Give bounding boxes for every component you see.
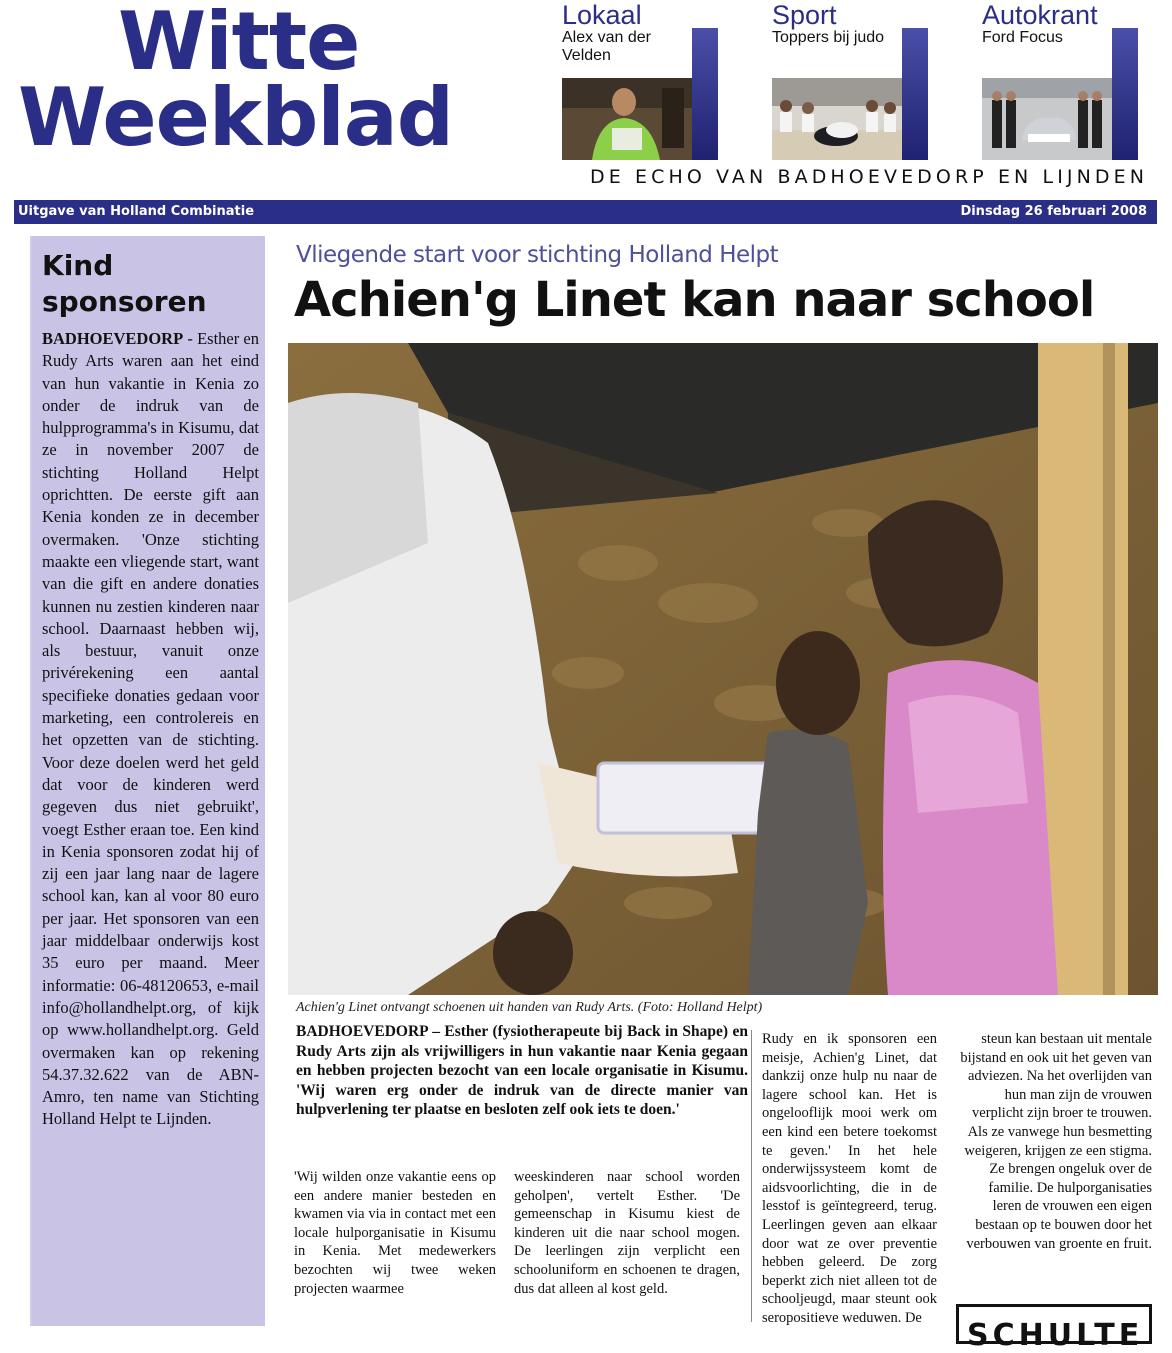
sidebar-dateline: BADHOEVEDORP [42,329,184,348]
teaser-accent-bar [902,28,928,160]
article-kicker: Vliegende start voor stichting Holland Helpt [296,242,779,268]
teaser-headline: Toppers bij judo [772,29,885,46]
article-column-2: weeskinderen naar school worden geholpen', vertelt Esther. 'De gemeenschap in Kisumu kiest de kinderen uit die naar school mogen. De leerlingen zijn verplicht een schooluniform en schoenen te dragen, dus dat alleen al kost geld. [514,1169,740,1297]
column-divider [751,1030,752,1322]
advert-box [956,1304,1152,1353]
teaser-section: Lokaal [562,0,642,30]
masthead-tagline: DE ECHO VAN BADHOEVEDORP EN LIJNDEN [590,166,1149,188]
teaser-accent-bar [692,28,718,160]
publication-bar [14,200,1157,224]
advert-text: SCHULTE [967,1318,1144,1353]
teaser-section: Sport [772,0,837,30]
article-column-1: 'Wij wilden onze vakantie eens op een andere manier besteden en kwamen via via in contact met een locale hulporganisatie in Kisumu in Kenia. Met medewerkers bezochten wij twee weken projecten waarmee [294,1169,496,1297]
photo-caption: Achien'g Linet ontvangt schoenen uit handen van Rudy Arts. (Foto: Holland Helpt) [296,1000,763,1015]
masthead-logo [18,0,488,164]
teaser-accent-bar [1112,28,1138,160]
teaser-autokrant[interactable] [982,2,1172,164]
sidebar-article [30,236,265,1326]
teaser-photo [562,78,692,160]
issue-date: Dinsdag 26 februari 2008 [960,204,1147,219]
sidebar-title: Kind sponsoren [42,249,207,318]
publisher-label: Uitgave van Holland Combinatie [18,204,255,219]
teaser-section: Autokrant [982,0,1098,30]
teaser-photo [982,78,1112,160]
article-lead: BADHOEVEDORP – Esther (fysiotherapeute bij Back in Shape) en Rudy Arts zijn als vrijwilligers in hun vakantie naar Kenia gegaan en hebben projecten bezocht van een locale organisatie in Kisumu. 'Wij waren erg onder de indruk van de directe manier van hulpverlening ter plaatse en besloten zelf ook iets te doen.' [296,1023,748,1118]
sidebar-text: - Esther en Rudy Arts waren aan het eind van hun vakantie in Kenia zo onder de indruk van de hulpprogramma's in Kisumu, dat ze in november 2007 de stichting Holland Helpt oprichtten. De eerste gift aan Kenia konden ze in december overmaken. 'Onze stichting maakte een vliegende start, want van die gift en andere donaties kunnen nu zestien kinderen naar school. Daarnaast hebben wij, als bestuur, vanuit onze privérekening een aantal specifieke donaties gedaan voor marketing, een controlereis en het opzetten van de stichting. Voor deze doelen werd het geld dat voor de kinderen werd gegeven dus niet gebruikt', voegt Esther eraan toe. Een kind in Kenia sponsoren zodat hij of zij een jaar lang naar de lagere school kan, kan al voor 80 euro per jaar. Het sponsoren van een jaar middelbaar onderwijs kost 35 euro per maand. Meer informatie: 06-48120653, e-mail info@hollandhelpt.org, of kijk op www.hollandhelpt.org. Geld overmaken kan op rekening 54.37.32.622 van de ABN-Amro, ten name van Stichting Holland Helpt te Lijnden. [42,329,259,1129]
teaser-sport[interactable] [772,2,962,164]
masthead-title-line2: Weekblad [18,71,454,164]
masthead-title-line1: Witte [118,0,360,88]
teaser-headline: Alex van der Velden [562,29,651,64]
article-column-3: Rudy en ik sponsoren een meisje, Achien'g Linet, dat dankzij onze hulp nu naar de lagere school kan. Het is ongelooflijk mooi werk om een kind een betere toekomst te geven.' In het hele onderwijssysteem komt de aidsvoorlichting, die in de lesstof is geïntegreerd, terug. Leerlingen geven aan elkaar door wat ze over preventie hebben geleerd. De zorg beperkt zich niet alleen tot de schooljeugd, maar steunt ook seropositieve weduwen. De [762,1031,937,1326]
article-column-4: steun kan bestaan uit mentale bijstand en ook uit het geven van adviezen. Na het overlijden van hun man zijn de vrouwen verplicht zijn broer te trouwen. Als ze vanwege hun besmetting weigeren, krijgen ze een stigma. Ze brengen ongeluk over de familie. De hulporganisaties leren de vrouwen een eigen bestaan op te bouwen door het verbouwen van groente en fruit. [960,1031,1152,1252]
teaser-headline: Ford Focus [982,29,1063,46]
teaser-lokaal[interactable] [562,2,752,164]
article-headline: Achien'g Linet kan naar school [294,272,1095,328]
teaser-photo [772,78,902,160]
article-photo [288,343,1158,995]
sidebar-body [32,320,265,1131]
